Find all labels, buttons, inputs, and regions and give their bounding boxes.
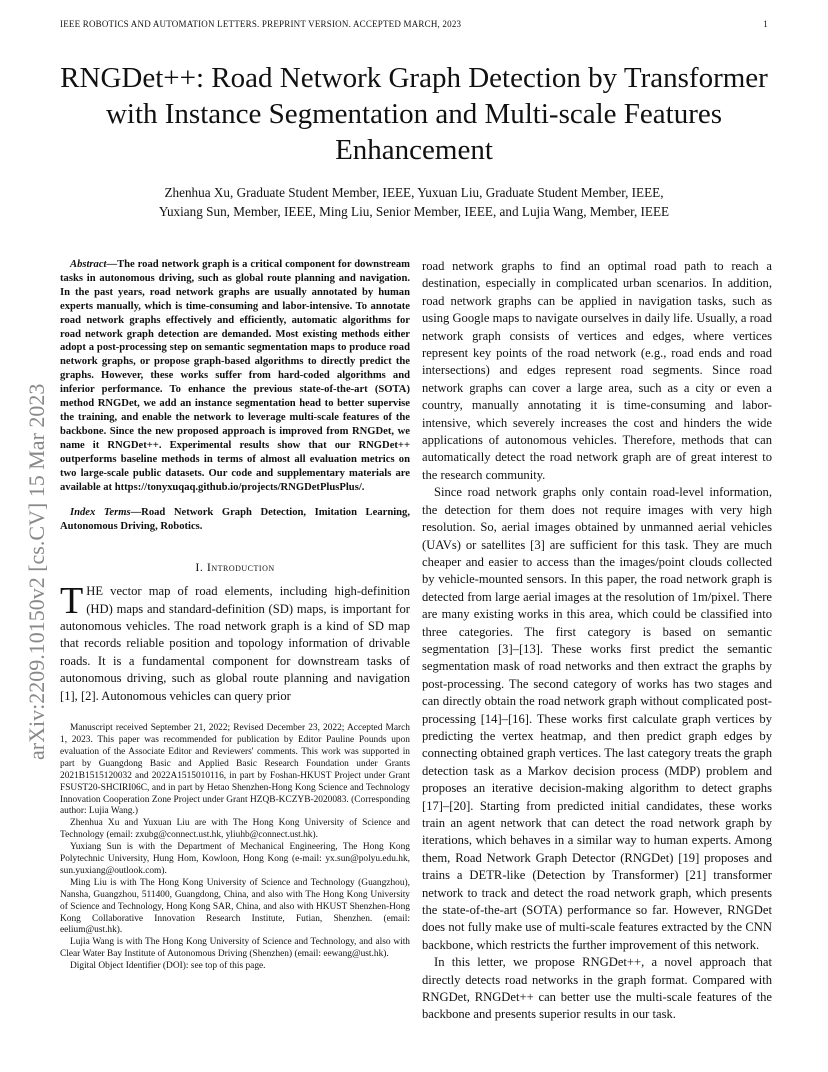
footnotes [60,723,410,973]
author-list [60,183,768,221]
footnote: Yuxiang Sun is with the Department of Mechanical Engineering, The Hong Kong Polytechnic University, Hung Hom, Kowloon, Hong Kong (e-mail: yx.sun@polyu.edu.hk, sun.yuxiang@outlook.com). [60,842,410,876]
footnote: Lujia Wang is with The Hong Kong University of Science and Technology, and also with Clear Water Bay Institute of Autonomous Driving (Shenzhen) (email: eewang@ust.hk). [60,937,410,960]
running-header [60,19,768,29]
page-number: 1 [763,19,768,29]
footnote: Digital Object Identifier (DOI): see top of this page. [70,961,266,972]
left-column [60,258,410,973]
index-terms [60,506,410,534]
index-terms-text: —Road Network Graph Detection, Imitation Learning, Autonomous Driving, Robotics. [60,507,410,533]
drop-cap: T [60,580,84,623]
author-line-2: Yuxiang Sun, Member, IEEE, Ming Liu, Senior Member, IEEE, and Lujia Wang, Member, IEEE [158,204,670,219]
index-terms-label: Index Terms [70,507,131,519]
body-paragraph: Since road network graphs only contain road-level information, the detection for them does not require images with very high resolution. So, aerial images obtained by unmanned aerial vehicles (UAVs) or satellites [3] are sufficient for this task. They are much cheaper and easier to access than the images/point clouds collected by vehicle-mounted sensors. In this paper, the road network graph is detected from large aerial images at the resolution of 1m/pixel. There are many existing works in this area, which could be classified into three categories. The first category is based on semantic segmentation [3]–[13]. These works first predict the semantic segmentation mask of road networks and then extract the graphs by post-processing. The second category of works has two stages and can directly obtain the road network graph without complicated post-processing [14]–[16]. These works first calculate graph vertices by predicting the vertex heatmap, and then predict graph edges by connecting obtained graph vertices. The last category treats the graph detection task as a Markov decision process (MDP) problem and proposes an iterative decision-making algorithm to detect graphs [17]–[20]. Starting from predicted initial candidates, these works train an agent network that can detect the road network graph by iterations, which behaves in a similar way to human experts. Among them, Road Network Graph Detector (RNGDet) [19] proposes and trains a DETR-like (Detection by Transformer) [21] transformer network to track and detect the road network graph, which presents the state-of-the-art (SOTA) performance so far. However, RNGDet does not fully make use of multi-scale features extracted by the CNN backbone, which restricts the further improvement of this network. [422,485,772,952]
body-paragraph: In this letter, we propose RNGDet++, a novel approach that directly detects road networks in the graph format. Compared with RNGDet, RNGDet++ can better use the multi-scale features of the backbone and presents superior results in our task. [422,955,772,1022]
author-line-1: Zhenhua Xu, Graduate Student Member, IEEE, Yuxuan Liu, Graduate Student Member, IEEE, [164,185,664,200]
abstract-text: —The road network graph is a critical component for downstream tasks in autonomous driving, such as global route planning and navigation. In the past years, road network graphs are usually annotated by human experts manually, which is time-consuming and labor-intensive. To annotate road network graphs effectively and efficiently, automatic algorithms for road network graph detection are demanded. Most existing methods either adopt a post-processing step on semantic segmentation maps to produce road network graphs, or propose graph-based algorithms to directly predict the graphs. However, these works suffer from hard-coded algorithms and inferior performance. To enhance the previous state-of-the-art (SOTA) method RNGDet, we add an instance segmentation head to better supervise the training, and enable the network to leverage multi-scale features of the backbone. Since the new proposed approach is improved from RNGDet, we name it RNGDet++. Experimental results show that our RNGDet++ outperforms baseline methods in terms of almost all evaluation metrics on two large-scale public datasets. Our code and supplementary materials are available at https://tonyxuqaq.github.io/projects/RNGDetPlusPlus/. [60,259,410,493]
right-column [422,258,772,1024]
section-heading: I. Introduction [195,560,275,575]
body-paragraph: road network graphs to find an optimal road path to reach a destination, especially in complicated urban scenarios. In addition, road network graphs can be applied in navigation tasks, such as using Google maps to navigate ourselves in daily life. Usually, a road network graph consists of vertices and edges, where vertices represent key points of the road network (e.g., road ends and road intersections) and edges represent road segments. Since road network graphs can cover a large area, such as a city or even a country, manually annotating it is time-consuming and labor-intensive, which severely increases the cost and hinders the wide applications of autonomous vehicles. Therefore, methods that can automatically detect the road network graph are of great interest to the research community. [422,259,772,482]
intro-paragraph [60,580,410,705]
footnote: Manuscript received September 21, 2022; Revised December 23, 2022; Accepted March 1, 2023. This paper was recommended for publication by Editor Pauline Pounds upon evaluation of the Associate Editor and Reviewers' comments. This work was supported in part by Guangdong Basic and Applied Basic Research Foundation under Grants 2021B1515120032 and 2022A1515010116, in part by Foshan-HKUST Project under Grant FSUST20-SHCIRI06C, and in part by Hetao Shenzhen-Hong Kong Science and Technology Innovation Cooperation Zone Project under Grant HZQB-KCZYB-2020083. (Corresponding author: Lujia Wang.) [60,723,410,817]
running-title: IEEE ROBOTICS AND AUTOMATION LETTERS. PREPRINT VERSION. ACCEPTED MARCH, 2023 [60,19,462,29]
intro-text: HE vector map of road elements, including high-definition (HD) maps and standard-definition (SD) maps, is important for autonomous vehicles. The road network graph is a kind of SD map that records reliable position and topology information of drivable roads. It is a fundamental component for downstream tasks of autonomous driving, such as global route planning and navigation [1], [2]. Autonomous vehicles can query prior [60,584,410,703]
paper-title: RNGDet++: Road Network Graph Detection by Transformer with Instance Segmentation and Multi-scale Features Enhancement [60,62,768,166]
arxiv-watermark: arXiv:2209.10150v2 [cs.CV] 15 Mar 2023 [24,383,49,760]
footnote: Ming Liu is with The Hong Kong University of Science and Technology (Guangzhou), Nansha, Guangzhou, 511400, Guangdong, China, and also with The Hong Kong University of Science and Technology, Hong Kong SAR, China, and also with HKUST Shenzhen-Hong Kong Collaborative Innovation Research Institute, Futian, Shenzhen. (email: eelium@ust.hk). [60,877,410,936]
abstract-label: Abstract [70,259,107,270]
abstract [60,258,410,494]
footnote: Zhenhua Xu and Yuxuan Liu are with The Hong Kong University of Science and Technology (email: zxubg@connect.ust.hk, yliuhb@connect.ust.hk). [60,818,410,841]
